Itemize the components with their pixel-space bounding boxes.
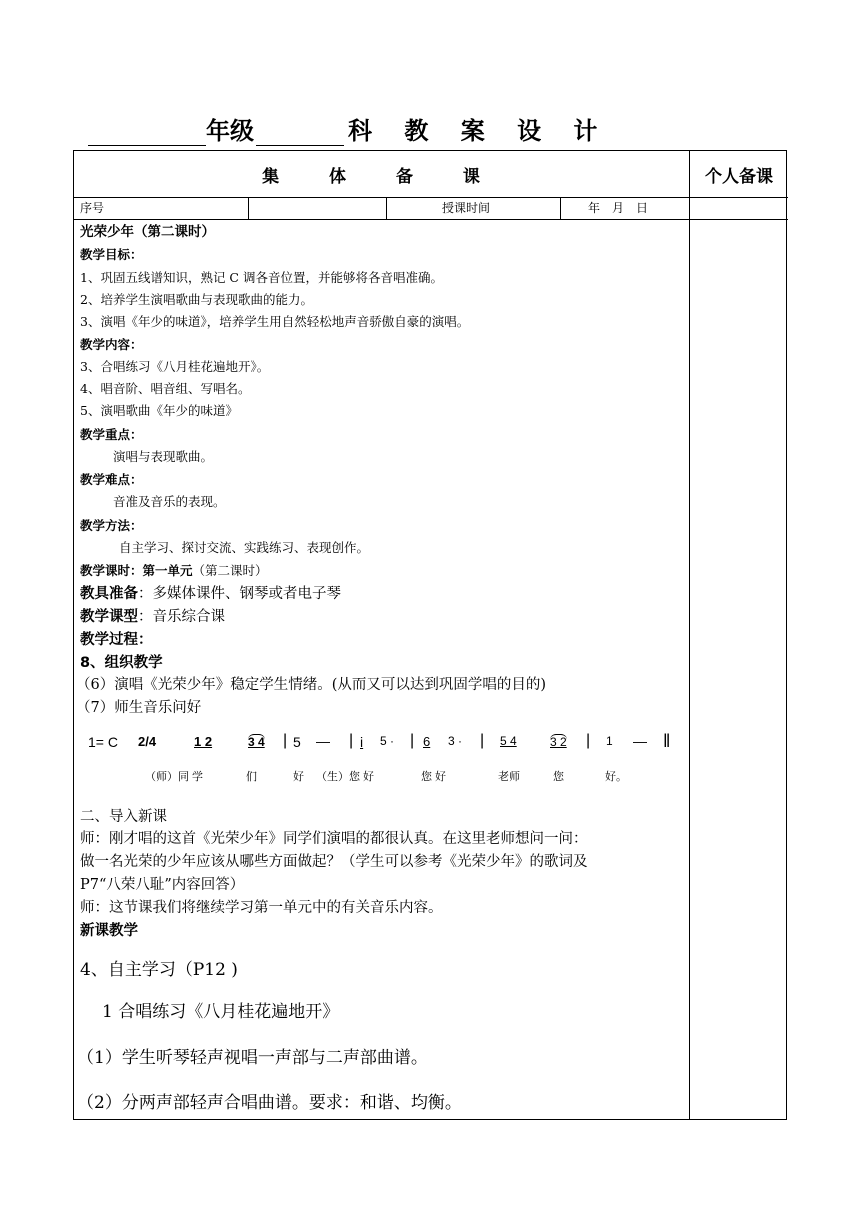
content-item-4: 4、唱音阶、唱音组、写唱名。 bbox=[80, 381, 251, 396]
subject-design-label: 科 教 案 设 计 bbox=[348, 117, 610, 145]
note-group: 1 2 bbox=[194, 734, 213, 749]
lesson-type-line bbox=[80, 605, 225, 626]
end-bar: ‖ bbox=[663, 731, 671, 751]
column-divider bbox=[689, 151, 690, 1119]
chorus-step-1: （1）学生听琴轻声视唱一声部与二声部曲谱。 bbox=[77, 1048, 428, 1068]
difficulty-text: 音准及音乐的表现。 bbox=[113, 494, 226, 509]
key-points-heading: 教学重点： bbox=[80, 427, 143, 442]
bar-line: | bbox=[283, 732, 288, 749]
process-step-7: （7）师生音乐问好 bbox=[76, 700, 202, 716]
grade-label: 年级 bbox=[206, 117, 254, 145]
cell-divider bbox=[248, 197, 249, 219]
lyric: 们 bbox=[246, 771, 257, 783]
note-group: 3 2 bbox=[550, 735, 567, 749]
objective-3: 3、演唱《年少的味道》，培养学生用自然轻松地声音骄傲自豪的演唱。 bbox=[80, 314, 470, 329]
teaching-aids-value: ：多媒体课件、钢琴或者电子琴 bbox=[138, 586, 341, 602]
intro-heading: 二、导入新课 bbox=[80, 809, 167, 825]
lesson-type-value: ：音乐综合课 bbox=[138, 609, 225, 625]
cell-divider bbox=[386, 197, 387, 219]
intro-text-3: P7“八荣八耻”内容回答） bbox=[80, 877, 245, 893]
music-notation bbox=[88, 728, 688, 788]
lesson-type-label: 教学课型 bbox=[80, 609, 138, 625]
lyric: （生）您 好 bbox=[316, 771, 375, 783]
organize-heading: 8、组织教学 bbox=[80, 655, 163, 671]
lyric: 老师 bbox=[498, 771, 520, 783]
intro-text-4: 师：这节课我们将继续学习第一单元中的有关音乐内容。 bbox=[80, 900, 443, 916]
cell-divider bbox=[560, 197, 561, 219]
bar-line: | bbox=[349, 732, 354, 749]
lyric: （师）同 学 bbox=[145, 771, 204, 783]
page-title bbox=[88, 112, 609, 146]
class-hours-line bbox=[80, 561, 268, 579]
row-divider bbox=[74, 197, 788, 198]
methods-heading: 教学方法： bbox=[80, 518, 143, 533]
intro-text-2: 做一名光荣的少年应该从哪些方面做起？（学生可以参考《光荣少年》的歌词及 bbox=[80, 854, 588, 870]
date-label: 年 月 日 bbox=[588, 201, 649, 215]
process-step-6: （6）演唱《光荣少年》稳定学生情绪。(从而又可以达到巩固学唱的目的) bbox=[76, 677, 547, 693]
note: 5 · bbox=[380, 734, 395, 748]
dash: — bbox=[633, 733, 647, 749]
self-study-heading: 4、自主学习（P12 ) bbox=[80, 960, 238, 980]
grade-blank bbox=[88, 119, 206, 146]
note: 3 · bbox=[448, 734, 463, 748]
time-signature: 2/4 bbox=[138, 734, 157, 749]
difficulty-heading: 教学难点： bbox=[80, 472, 143, 487]
time-label: 授课时间 bbox=[442, 201, 491, 215]
seq-label: 序号 bbox=[80, 201, 105, 215]
subject-blank bbox=[256, 119, 344, 146]
intro-text-1: 师：刚才唱的这首《光荣少年》同学们演唱的都很认真。在这里老师想问一问： bbox=[80, 831, 588, 847]
note: 6 bbox=[423, 734, 431, 749]
key-signature: 1= C bbox=[88, 734, 118, 750]
lyric: 好 bbox=[293, 771, 304, 783]
content-item-5: 5、演唱歌曲《年少的味道》 bbox=[80, 403, 238, 418]
content-heading: 教学内容： bbox=[80, 337, 143, 352]
key-points-text: 演唱与表现歌曲。 bbox=[113, 449, 214, 464]
note-group: 5 4 bbox=[500, 734, 517, 748]
note: i bbox=[360, 734, 364, 750]
objective-2: 2、培养学生演唱歌曲与表现歌曲的能力。 bbox=[80, 292, 313, 307]
lyric: 您 好 bbox=[421, 771, 447, 783]
note-group: 3 4 bbox=[248, 735, 265, 749]
teaching-aids-label: 教具准备 bbox=[80, 586, 138, 602]
note: 1 bbox=[606, 734, 613, 748]
bar-line: | bbox=[586, 732, 591, 749]
process-heading: 教学过程： bbox=[80, 632, 153, 648]
note: 5 bbox=[293, 734, 301, 750]
objective-1: 1、巩固五线谱知识，熟记 C 调各音位置，并能够将各音唱准确。 bbox=[80, 270, 443, 285]
dash: — bbox=[316, 733, 330, 749]
teaching-aids-line bbox=[80, 582, 341, 603]
new-lesson-heading: 新课教学 bbox=[80, 923, 138, 939]
lyric: 您 bbox=[553, 771, 564, 783]
lesson-title: 光荣少年（第二课时） bbox=[80, 224, 215, 240]
objectives-heading: 教学目标： bbox=[80, 247, 143, 262]
class-hours-label: 教学课时：第一单元 bbox=[80, 563, 193, 578]
bar-line: | bbox=[410, 732, 415, 749]
chorus-step-2: （2）分两声部轻声合唱曲谱。要求：和谐、均衡。 bbox=[77, 1093, 462, 1113]
bar-line: | bbox=[480, 732, 485, 749]
chorus-practice: 1 合唱练习《八月桂花遍地开》 bbox=[102, 1002, 340, 1022]
content-item-3: 3、合唱练习《八月桂花遍地开》。 bbox=[80, 359, 270, 374]
collective-header: 集 体 备 课 bbox=[262, 166, 502, 187]
class-hours-value: （第二课时） bbox=[192, 563, 268, 578]
personal-header: 个人备课 bbox=[705, 166, 773, 187]
methods-text: 自主学习、探讨交流、实践练习、表现创作。 bbox=[119, 540, 370, 555]
lyric: 好。 bbox=[605, 771, 627, 783]
